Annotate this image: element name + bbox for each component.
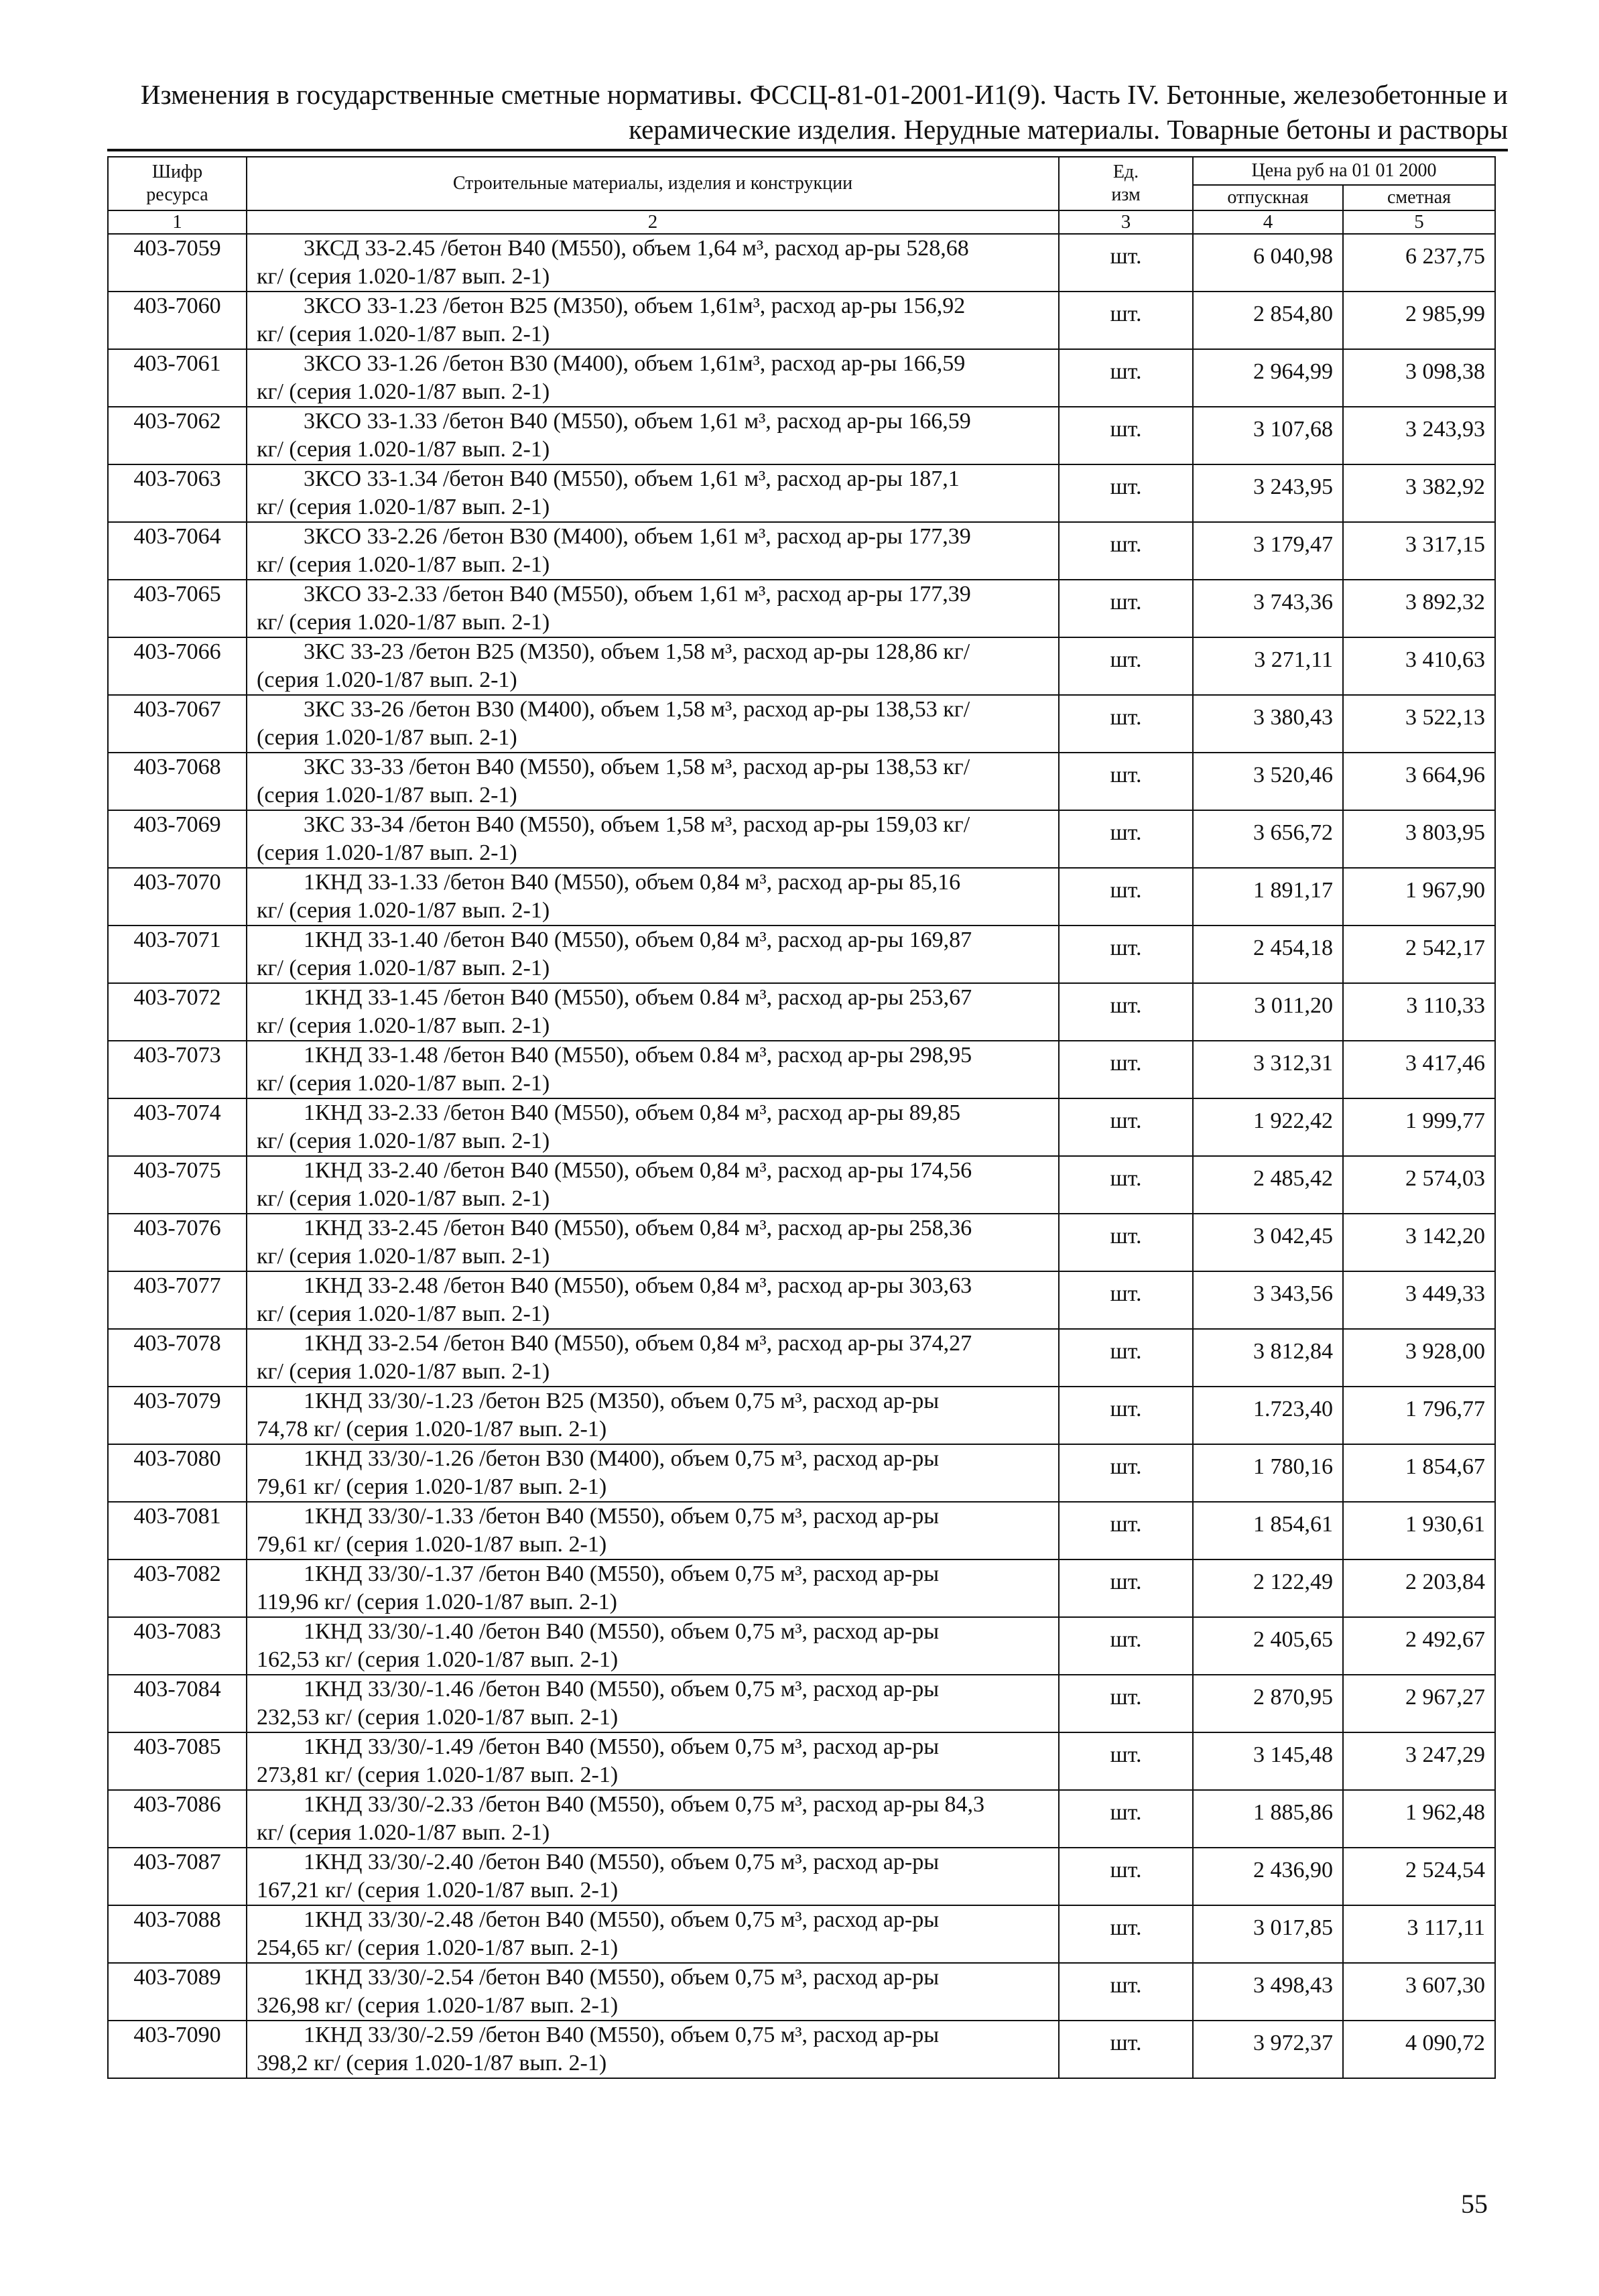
description-line-2: 79,61 кг/ (серия 1.020-1/87 вып. 2-1) xyxy=(257,1474,607,1499)
description-line-1: 1КНД 33/30/-1.23 /бетон В25 (М350), объем 0,75 м³, расход ар-ры xyxy=(304,1389,940,1413)
description-line-1: 1КНД 33/30/-2.40 /бетон В40 (М550), объем 0,75 м³, расход ар-ры xyxy=(304,1850,940,1874)
description-line-2: кг/ (серия 1.020-1/87 вып. 2-1) xyxy=(257,898,550,923)
price-estimate: 3 098,38 xyxy=(1343,349,1495,407)
description-line-1: 3КСО 33-2.26 /бетон В30 (М400), объем 1,61 м³, расход ар-ры 177,39 xyxy=(304,524,971,549)
price-release: 1 891,17 xyxy=(1193,868,1343,926)
description-line-1: 1КНД 33/30/-2.33 /бетон В40 (М550), объем 0,75 м³, расход ар-ры 84,3 xyxy=(304,1792,985,1817)
unit-of-measure: шт. xyxy=(1059,1732,1193,1790)
table-row xyxy=(108,580,1495,637)
description-line-1: 1КНД 33/30/-1.33 /бетон В40 (М550), объем 0,75 м³, расход ар-ры xyxy=(304,1504,940,1529)
resource-code: 403-7085 xyxy=(108,1732,247,1790)
price-estimate: 1 999,77 xyxy=(1343,1098,1495,1156)
description-line-2: 119,96 кг/ (серия 1.020-1/87 вып. 2-1) xyxy=(257,1590,617,1614)
description-line-1: 1КНД 33-1.45 /бетон В40 (М550), объем 0.84 м³, расход ар-ры 253,67 xyxy=(304,985,972,1010)
resource-code: 403-7078 xyxy=(108,1329,247,1387)
price-estimate: 2 542,17 xyxy=(1343,926,1495,983)
table-row xyxy=(108,868,1495,926)
resource-code: 403-7079 xyxy=(108,1387,247,1444)
price-release: 3 380,43 xyxy=(1193,695,1343,753)
header-rule xyxy=(107,149,1508,151)
description-line-1: 1КНД 33-2.45 /бетон В40 (М550), объем 0,84 м³, расход ар-ры 258,36 xyxy=(304,1216,972,1240)
price-estimate: 2 574,03 xyxy=(1343,1156,1495,1214)
resource-code: 403-7071 xyxy=(108,926,247,983)
description-line-2: 326,98 кг/ (серия 1.020-1/87 вып. 2-1) xyxy=(257,1993,619,2018)
table-row xyxy=(108,753,1495,810)
price-estimate: 3 117,11 xyxy=(1343,1905,1495,1963)
resource-code: 403-7069 xyxy=(108,810,247,868)
resource-code: 403-7061 xyxy=(108,349,247,407)
price-estimate: 6 237,75 xyxy=(1343,234,1495,292)
unit-of-measure: шт. xyxy=(1059,1502,1193,1559)
unit-of-measure: шт. xyxy=(1059,1387,1193,1444)
column-number: 3 xyxy=(1059,210,1193,234)
material-description xyxy=(247,234,1059,292)
material-description xyxy=(247,1848,1059,1905)
price-release: 3 017,85 xyxy=(1193,1905,1343,1963)
price-estimate: 3 243,93 xyxy=(1343,407,1495,464)
description-line-2: 254,65 кг/ (серия 1.020-1/87 вып. 2-1) xyxy=(257,1935,619,1960)
material-description xyxy=(247,983,1059,1041)
resource-code: 403-7073 xyxy=(108,1041,247,1098)
table-row xyxy=(108,1963,1495,2021)
resource-code: 403-7080 xyxy=(108,1444,247,1502)
price-release: 6 040,98 xyxy=(1193,234,1343,292)
price-estimate: 3 410,63 xyxy=(1343,637,1495,695)
description-line-1: 3КСО 33-2.33 /бетон В40 (М550), объем 1,61 м³, расход ар-ры 177,39 xyxy=(304,582,971,607)
column-number: 1 xyxy=(108,210,247,234)
header-unit: Ед. изм xyxy=(1059,157,1193,210)
material-description xyxy=(247,2021,1059,2078)
header-price-release: отпускная xyxy=(1193,185,1343,210)
material-description xyxy=(247,292,1059,349)
unit-of-measure: шт. xyxy=(1059,1790,1193,1848)
price-release: 2 870,95 xyxy=(1193,1675,1343,1732)
table-row xyxy=(108,234,1495,292)
price-estimate: 2 967,27 xyxy=(1343,1675,1495,1732)
description-line-1: 3КС 33-26 /бетон В30 (М400), объем 1,58 м³, расход ар-ры 138,53 кг/ xyxy=(304,697,970,722)
price-estimate: 3 142,20 xyxy=(1343,1214,1495,1271)
price-release: 3 243,95 xyxy=(1193,464,1343,522)
resource-code: 403-7065 xyxy=(108,580,247,637)
description-line-2: кг/ (серия 1.020-1/87 вып. 2-1) xyxy=(257,1301,550,1326)
description-line-2: кг/ (серия 1.020-1/87 вып. 2-1) xyxy=(257,1359,550,1384)
description-line-1: 1КНД 33-2.48 /бетон В40 (М550), объем 0,84 м³, расход ар-ры 303,63 xyxy=(304,1273,972,1298)
resource-code: 403-7088 xyxy=(108,1905,247,1963)
unit-of-measure: шт. xyxy=(1059,1271,1193,1329)
unit-of-measure: шт. xyxy=(1059,580,1193,637)
price-estimate: 3 417,46 xyxy=(1343,1041,1495,1098)
resource-code: 403-7082 xyxy=(108,1559,247,1617)
table-body xyxy=(108,234,1495,2078)
description-line-1: 1КНД 33-2.40 /бетон В40 (М550), объем 0,84 м³, расход ар-ры 174,56 xyxy=(304,1158,972,1183)
price-release: 2 436,90 xyxy=(1193,1848,1343,1905)
description-line-2: (серия 1.020-1/87 вып. 2-1) xyxy=(257,667,517,692)
resource-code: 403-7089 xyxy=(108,1963,247,2021)
description-line-1: 1КНД 33/30/-2.54 /бетон В40 (М550), объем 0,75 м³, расход ар-ры xyxy=(304,1965,940,1990)
price-estimate: 1 854,67 xyxy=(1343,1444,1495,1502)
table-row xyxy=(108,1675,1495,1732)
price-release: 1 922,42 xyxy=(1193,1098,1343,1156)
header-price-estimate: сметная xyxy=(1343,185,1495,210)
table-row xyxy=(108,695,1495,753)
resource-code: 403-7074 xyxy=(108,1098,247,1156)
description-line-2: кг/ (серия 1.020-1/87 вып. 2-1) xyxy=(257,264,550,289)
price-estimate: 3 247,29 xyxy=(1343,1732,1495,1790)
material-description xyxy=(247,1329,1059,1387)
material-description xyxy=(247,810,1059,868)
price-release: 3 812,84 xyxy=(1193,1329,1343,1387)
price-release: 3 145,48 xyxy=(1193,1732,1343,1790)
resource-code: 403-7084 xyxy=(108,1675,247,1732)
resource-code: 403-7086 xyxy=(108,1790,247,1848)
material-description xyxy=(247,407,1059,464)
description-line-1: 3КСО 33-1.26 /бетон В30 (М400), объем 1,61м³, расход ар-ры 166,59 xyxy=(304,351,966,376)
price-estimate: 1 962,48 xyxy=(1343,1790,1495,1848)
material-description xyxy=(247,1963,1059,2021)
description-line-1: 1КНД 33/30/-1.40 /бетон В40 (М550), объем 0,75 м³, расход ар-ры xyxy=(304,1619,940,1644)
resource-code: 403-7059 xyxy=(108,234,247,292)
resource-code: 403-7068 xyxy=(108,753,247,810)
price-release: 3 011,20 xyxy=(1193,983,1343,1041)
resource-code: 403-7067 xyxy=(108,695,247,753)
description-line-2: кг/ (серия 1.020-1/87 вып. 2-1) xyxy=(257,379,550,404)
description-line-1: 1КНД 33/30/-1.49 /бетон В40 (М550), объем 0,75 м³, расход ар-ры xyxy=(304,1734,940,1759)
resource-code: 403-7090 xyxy=(108,2021,247,2078)
description-line-1: 1КНД 33-2.33 /бетон В40 (М550), объем 0,84 м³, расход ар-ры 89,85 xyxy=(304,1100,961,1125)
description-line-1: 3КС 33-34 /бетон В40 (М550), объем 1,58 м³, расход ар-ры 159,03 кг/ xyxy=(304,812,970,837)
table-row xyxy=(108,1214,1495,1271)
material-description xyxy=(247,1156,1059,1214)
price-release: 3 271,11 xyxy=(1193,637,1343,695)
table-row xyxy=(108,1848,1495,1905)
unit-of-measure: шт. xyxy=(1059,1617,1193,1675)
unit-of-measure: шт. xyxy=(1059,407,1193,464)
description-line-2: кг/ (серия 1.020-1/87 вып. 2-1) xyxy=(257,1244,550,1269)
description-line-2: кг/ (серия 1.020-1/87 вып. 2-1) xyxy=(257,1013,550,1038)
unit-of-measure: шт. xyxy=(1059,1963,1193,2021)
description-line-2: кг/ (серия 1.020-1/87 вып. 2-1) xyxy=(257,437,550,462)
table-row xyxy=(108,1559,1495,1617)
column-number: 5 xyxy=(1343,210,1495,234)
price-estimate: 3 928,00 xyxy=(1343,1329,1495,1387)
price-release: 3 656,72 xyxy=(1193,810,1343,868)
description-line-1: 3КСО 33-1.33 /бетон В40 (М550), объем 1,61 м³, расход ар-ры 166,59 xyxy=(304,409,971,434)
price-release: 3 179,47 xyxy=(1193,522,1343,580)
unit-of-measure: шт. xyxy=(1059,1098,1193,1156)
table-row xyxy=(108,1790,1495,1848)
resource-code: 403-7063 xyxy=(108,464,247,522)
description-line-1: 3КС 33-33 /бетон В40 (М550), объем 1,58 м³, расход ар-ры 138,53 кг/ xyxy=(304,755,970,779)
price-estimate: 2 524,54 xyxy=(1343,1848,1495,1905)
material-description xyxy=(247,695,1059,753)
description-line-2: 167,21 кг/ (серия 1.020-1/87 вып. 2-1) xyxy=(257,1878,619,1903)
material-description xyxy=(247,1790,1059,1848)
description-line-2: 79,61 кг/ (серия 1.020-1/87 вып. 2-1) xyxy=(257,1532,607,1557)
header-price-group: Цена руб на 01 01 2000 xyxy=(1193,157,1495,185)
unit-of-measure: шт. xyxy=(1059,1675,1193,1732)
table-row xyxy=(108,464,1495,522)
price-release: 2 485,42 xyxy=(1193,1156,1343,1214)
unit-of-measure: шт. xyxy=(1059,1329,1193,1387)
material-description xyxy=(247,1905,1059,1963)
material-description xyxy=(247,1732,1059,1790)
resource-code: 403-7070 xyxy=(108,868,247,926)
table-row xyxy=(108,926,1495,983)
price-release: 1 780,16 xyxy=(1193,1444,1343,1502)
price-estimate: 4 090,72 xyxy=(1343,2021,1495,2078)
table-row xyxy=(108,349,1495,407)
price-estimate: 3 382,92 xyxy=(1343,464,1495,522)
resource-code: 403-7076 xyxy=(108,1214,247,1271)
price-release: 3 343,56 xyxy=(1193,1271,1343,1329)
table-row xyxy=(108,522,1495,580)
description-line-1: 3КСО 33-1.23 /бетон В25 (М350), объем 1,61м³, расход ар-ры 156,92 xyxy=(304,294,966,318)
description-line-1: 1КНД 33/30/-1.46 /бетон В40 (М550), объем 0,75 м³, расход ар-ры xyxy=(304,1677,940,1702)
table-row xyxy=(108,1271,1495,1329)
unit-of-measure: шт. xyxy=(1059,522,1193,580)
header-line-1: Изменения в государственные сметные нормативы. ФССЦ-81-01-2001-И1(9). Часть IV. Бетонные, железобетонные и xyxy=(140,79,1508,110)
price-release: 2 964,99 xyxy=(1193,349,1343,407)
description-line-1: 1КНД 33/30/-1.37 /бетон В40 (М550), объем 0,75 м³, расход ар-ры xyxy=(304,1561,940,1586)
description-line-2: 398,2 кг/ (серия 1.020-1/87 вып. 2-1) xyxy=(257,2051,607,2076)
page-number: 55 xyxy=(1461,2189,1488,2219)
table-row xyxy=(108,810,1495,868)
description-line-2: кг/ (серия 1.020-1/87 вып. 2-1) xyxy=(257,495,550,519)
price-estimate: 3 803,95 xyxy=(1343,810,1495,868)
material-description xyxy=(247,1675,1059,1732)
unit-of-measure: шт. xyxy=(1059,1214,1193,1271)
material-description xyxy=(247,1559,1059,1617)
unit-of-measure: шт. xyxy=(1059,983,1193,1041)
column-number: 2 xyxy=(247,210,1059,234)
description-line-2: кг/ (серия 1.020-1/87 вып. 2-1) xyxy=(257,610,550,635)
price-estimate: 2 492,67 xyxy=(1343,1617,1495,1675)
table-row xyxy=(108,1329,1495,1387)
column-number: 4 xyxy=(1193,210,1343,234)
document-header xyxy=(107,77,1508,147)
table-row xyxy=(108,1502,1495,1559)
table-row xyxy=(108,1905,1495,1963)
description-line-2: 273,81 кг/ (серия 1.020-1/87 вып. 2-1) xyxy=(257,1763,619,1787)
material-description xyxy=(247,1387,1059,1444)
price-estimate: 3 607,30 xyxy=(1343,1963,1495,2021)
price-estimate: 1 930,61 xyxy=(1343,1502,1495,1559)
material-description xyxy=(247,1444,1059,1502)
material-description xyxy=(247,637,1059,695)
description-line-2: кг/ (серия 1.020-1/87 вып. 2-1) xyxy=(257,1129,550,1153)
header-line-2: керамические изделия. Нерудные материалы. Товарные бетоны и растворы xyxy=(629,114,1508,145)
description-line-1: 1КНД 33/30/-1.26 /бетон В30 (М400), объем 0,75 м³, расход ар-ры xyxy=(304,1446,940,1471)
description-line-2: кг/ (серия 1.020-1/87 вып. 2-1) xyxy=(257,322,550,346)
material-description xyxy=(247,1214,1059,1271)
description-line-1: 1КНД 33/30/-2.48 /бетон В40 (М550), объем 0,75 м³, расход ар-ры xyxy=(304,1907,940,1932)
unit-of-measure: шт. xyxy=(1059,349,1193,407)
price-release: 2 854,80 xyxy=(1193,292,1343,349)
unit-of-measure: шт. xyxy=(1059,753,1193,810)
description-line-1: 1КНД 33-2.54 /бетон В40 (М550), объем 0,84 м³, расход ар-ры 374,27 xyxy=(304,1331,972,1356)
resource-code: 403-7062 xyxy=(108,407,247,464)
price-release: 3 107,68 xyxy=(1193,407,1343,464)
table-row xyxy=(108,1098,1495,1156)
material-description xyxy=(247,1502,1059,1559)
description-line-1: 1КНД 33-1.48 /бетон В40 (М550), объем 0.84 м³, расход ар-ры 298,95 xyxy=(304,1043,972,1068)
material-description xyxy=(247,464,1059,522)
price-release: 1 854,61 xyxy=(1193,1502,1343,1559)
description-line-1: 1КНД 33-1.33 /бетон В40 (М550), объем 0,84 м³, расход ар-ры 85,16 xyxy=(304,870,961,895)
material-description xyxy=(247,868,1059,926)
price-release: 2 454,18 xyxy=(1193,926,1343,983)
table-row xyxy=(108,983,1495,1041)
resource-code: 403-7066 xyxy=(108,637,247,695)
description-line-1: 1КНД 33-1.40 /бетон В40 (М550), объем 0,84 м³, расход ар-ры 169,87 xyxy=(304,928,972,952)
price-estimate: 3 110,33 xyxy=(1343,983,1495,1041)
material-description xyxy=(247,926,1059,983)
resource-code: 403-7075 xyxy=(108,1156,247,1214)
unit-of-measure: шт. xyxy=(1059,637,1193,695)
resource-code: 403-7060 xyxy=(108,292,247,349)
unit-of-measure: шт. xyxy=(1059,1041,1193,1098)
description-line-2: 74,78 кг/ (серия 1.020-1/87 вып. 2-1) xyxy=(257,1417,607,1442)
price-estimate: 2 203,84 xyxy=(1343,1559,1495,1617)
unit-of-measure: шт. xyxy=(1059,810,1193,868)
price-release: 3 520,46 xyxy=(1193,753,1343,810)
unit-of-measure: шт. xyxy=(1059,464,1193,522)
description-line-2: (серия 1.020-1/87 вып. 2-1) xyxy=(257,725,517,750)
resource-code: 403-7072 xyxy=(108,983,247,1041)
resource-code: 403-7064 xyxy=(108,522,247,580)
table-row xyxy=(108,1617,1495,1675)
unit-of-measure: шт. xyxy=(1059,292,1193,349)
price-release: 3 743,36 xyxy=(1193,580,1343,637)
material-description xyxy=(247,522,1059,580)
unit-of-measure: шт. xyxy=(1059,868,1193,926)
description-line-2: (серия 1.020-1/87 вып. 2-1) xyxy=(257,840,517,865)
resource-code: 403-7077 xyxy=(108,1271,247,1329)
material-description xyxy=(247,580,1059,637)
table-row xyxy=(108,1387,1495,1444)
table-row xyxy=(108,1444,1495,1502)
price-estimate: 3 449,33 xyxy=(1343,1271,1495,1329)
price-table xyxy=(107,156,1496,2079)
resource-code: 403-7081 xyxy=(108,1502,247,1559)
unit-of-measure: шт. xyxy=(1059,2021,1193,2078)
price-release: 1 885,86 xyxy=(1193,1790,1343,1848)
price-release: 3 042,45 xyxy=(1193,1214,1343,1271)
table-row xyxy=(108,1732,1495,1790)
price-estimate: 1 796,77 xyxy=(1343,1387,1495,1444)
price-estimate: 3 317,15 xyxy=(1343,522,1495,580)
header-code: Шифр ресурса xyxy=(108,157,247,210)
price-estimate: 2 985,99 xyxy=(1343,292,1495,349)
description-line-2: кг/ (серия 1.020-1/87 вып. 2-1) xyxy=(257,1820,550,1845)
table-row xyxy=(108,2021,1495,2078)
price-release: 1.723,40 xyxy=(1193,1387,1343,1444)
material-description xyxy=(247,349,1059,407)
unit-of-measure: шт. xyxy=(1059,234,1193,292)
description-line-2: 232,53 кг/ (серия 1.020-1/87 вып. 2-1) xyxy=(257,1705,619,1730)
material-description xyxy=(247,1271,1059,1329)
price-estimate: 3 664,96 xyxy=(1343,753,1495,810)
price-release: 3 312,31 xyxy=(1193,1041,1343,1098)
description-line-1: 3КСД 33-2.45 /бетон В40 (М550), объем 1,64 м³, расход ар-ры 528,68 xyxy=(304,236,969,261)
unit-of-measure: шт. xyxy=(1059,1156,1193,1214)
unit-of-measure: шт. xyxy=(1059,1559,1193,1617)
price-release: 3 498,43 xyxy=(1193,1963,1343,2021)
description-line-2: кг/ (серия 1.020-1/87 вып. 2-1) xyxy=(257,1071,550,1096)
price-estimate: 3 892,32 xyxy=(1343,580,1495,637)
column-numbers-row xyxy=(108,210,1495,234)
description-line-2: (серия 1.020-1/87 вып. 2-1) xyxy=(257,783,517,808)
description-line-2: кг/ (серия 1.020-1/87 вып. 2-1) xyxy=(257,1186,550,1211)
material-description xyxy=(247,1617,1059,1675)
material-description xyxy=(247,753,1059,810)
table-row xyxy=(108,1156,1495,1214)
unit-of-measure: шт. xyxy=(1059,926,1193,983)
material-description xyxy=(247,1098,1059,1156)
description-line-1: 3КСО 33-1.34 /бетон В40 (М550), объем 1,61 м³, расход ар-ры 187,1 xyxy=(304,466,960,491)
description-line-2: 162,53 кг/ (серия 1.020-1/87 вып. 2-1) xyxy=(257,1647,619,1672)
header-description: Строительные материалы, изделия и конструкции xyxy=(247,157,1059,210)
table-row xyxy=(108,1041,1495,1098)
table-row xyxy=(108,637,1495,695)
price-release: 2 405,65 xyxy=(1193,1617,1343,1675)
table-row xyxy=(108,407,1495,464)
unit-of-measure: шт. xyxy=(1059,1848,1193,1905)
table-row xyxy=(108,292,1495,349)
description-line-2: кг/ (серия 1.020-1/87 вып. 2-1) xyxy=(257,956,550,980)
unit-of-measure: шт. xyxy=(1059,1444,1193,1502)
description-line-1: 1КНД 33/30/-2.59 /бетон В40 (М550), объем 0,75 м³, расход ар-ры xyxy=(304,2023,940,2047)
resource-code: 403-7087 xyxy=(108,1848,247,1905)
description-line-1: 3КС 33-23 /бетон В25 (М350), объем 1,58 м³, расход ар-ры 128,86 кг/ xyxy=(304,639,970,664)
material-description xyxy=(247,1041,1059,1098)
resource-code: 403-7083 xyxy=(108,1617,247,1675)
description-line-2: кг/ (серия 1.020-1/87 вып. 2-1) xyxy=(257,552,550,577)
price-release: 2 122,49 xyxy=(1193,1559,1343,1617)
price-estimate: 1 967,90 xyxy=(1343,868,1495,926)
price-estimate: 3 522,13 xyxy=(1343,695,1495,753)
unit-of-measure: шт. xyxy=(1059,695,1193,753)
unit-of-measure: шт. xyxy=(1059,1905,1193,1963)
price-release: 3 972,37 xyxy=(1193,2021,1343,2078)
